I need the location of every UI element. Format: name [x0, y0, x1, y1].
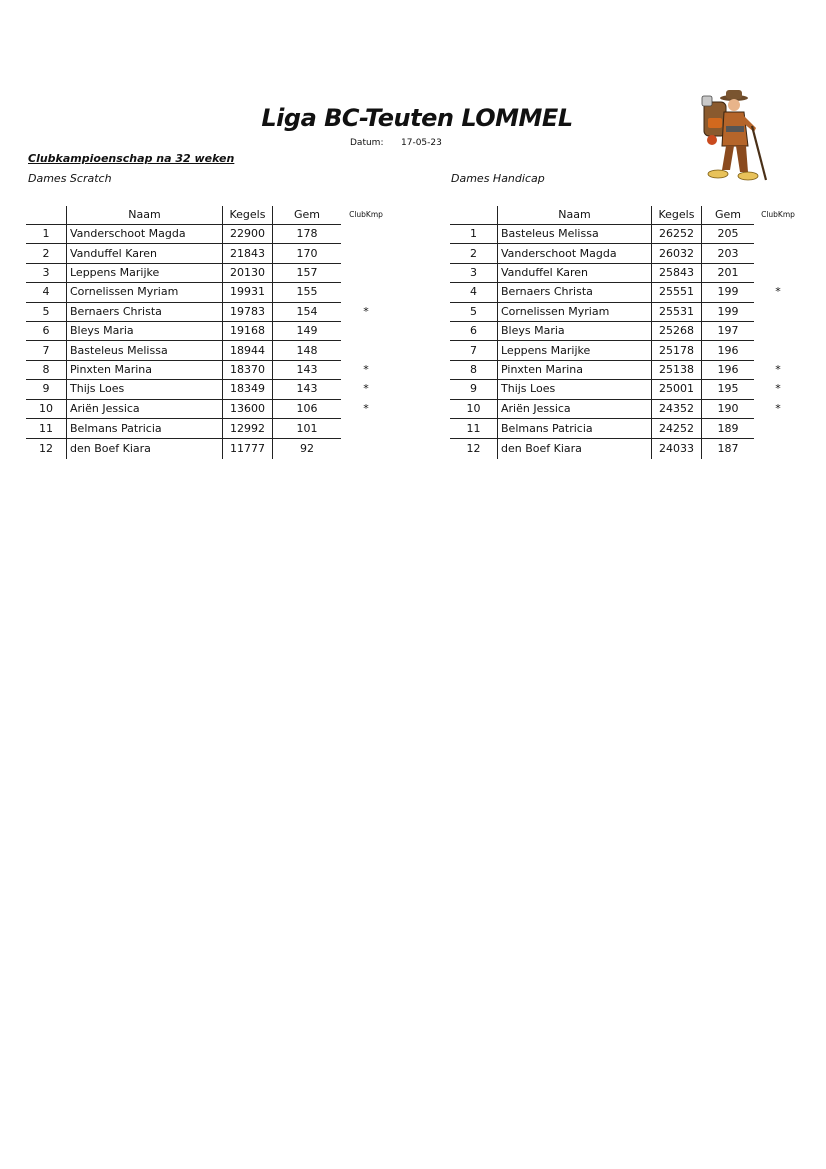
gem-cell: 197 — [702, 321, 755, 340]
clubkmp-cell: * — [363, 304, 369, 318]
clubkmp-cell: * — [363, 401, 369, 415]
clubkmp-cell: * — [363, 382, 369, 396]
gem-cell: 170 — [273, 244, 342, 263]
rank-column-header — [450, 206, 498, 225]
naam-cell: Bleys Maria — [498, 321, 652, 340]
table-row — [26, 439, 391, 459]
clubkmp-cell: * — [775, 382, 781, 396]
kegels-cell: 26252 — [652, 225, 702, 244]
table-row — [450, 263, 802, 282]
table-row — [450, 360, 802, 379]
gem-column-header: Gem — [702, 206, 755, 225]
rank-cell: 5 — [26, 302, 67, 321]
table-row — [26, 341, 391, 360]
naam-cell: Cornelissen Myriam — [498, 302, 652, 321]
naam-cell: Bleys Maria — [67, 321, 223, 340]
table-row — [26, 302, 391, 321]
rank-cell: 11 — [26, 418, 67, 439]
clubkmp-column-header: ClubKmp — [761, 210, 795, 220]
clubkmp-cell — [341, 225, 391, 244]
rank-cell: 4 — [450, 283, 498, 302]
rank-cell: 9 — [26, 380, 67, 399]
table-row — [450, 283, 802, 302]
rank-cell: 8 — [26, 360, 67, 379]
clubkmp-cell — [754, 225, 802, 244]
clubkmp-cell — [754, 418, 802, 439]
table-row — [26, 418, 391, 439]
gem-cell: 203 — [702, 244, 755, 263]
rank-cell: 2 — [450, 244, 498, 263]
table-row — [450, 244, 802, 263]
clubkmp-cell: * — [363, 362, 369, 376]
kegels-cell: 25268 — [652, 321, 702, 340]
table-row — [26, 244, 391, 263]
table-row — [26, 360, 391, 379]
rank-cell: 6 — [450, 321, 498, 340]
clubkmp-cell — [341, 263, 391, 282]
kegels-cell: 19931 — [223, 283, 273, 302]
rank-cell: 12 — [26, 439, 67, 459]
gem-cell: 205 — [702, 225, 755, 244]
page-title: Liga BC-Teuten LOMMEL — [261, 104, 573, 132]
naam-column-header: Naam — [67, 206, 223, 225]
clubkmp-cell: * — [775, 285, 781, 299]
naam-cell: Vanduffel Karen — [67, 244, 223, 263]
rank-cell: 10 — [26, 399, 67, 418]
rank-cell: 11 — [450, 418, 498, 439]
gem-cell: 143 — [273, 360, 342, 379]
naam-cell: Belmans Patricia — [498, 418, 652, 439]
table-header-row — [26, 206, 391, 225]
clubkmp-cell — [341, 283, 391, 302]
kegels-cell: 19783 — [223, 302, 273, 321]
kegels-cell: 19168 — [223, 321, 273, 340]
kegels-cell: 26032 — [652, 244, 702, 263]
table-row — [450, 321, 802, 340]
naam-cell: Vanderschoot Magda — [498, 244, 652, 263]
kegels-cell: 22900 — [223, 225, 273, 244]
naam-cell: Ariën Jessica — [67, 399, 223, 418]
kegels-cell: 25531 — [652, 302, 702, 321]
gem-cell: 195 — [702, 380, 755, 399]
table-row — [26, 399, 391, 418]
naam-cell: Bernaers Christa — [67, 302, 223, 321]
date-value: 17-05-23 — [401, 138, 442, 148]
rank-cell: 9 — [450, 380, 498, 399]
table-row — [450, 439, 802, 459]
rank-cell: 7 — [26, 341, 67, 360]
table-row — [26, 225, 391, 244]
naam-cell: Thijs Loes — [498, 380, 652, 399]
kegels-cell: 18944 — [223, 341, 273, 360]
naam-cell: Leppens Marijke — [498, 341, 652, 360]
clubkmp-cell — [754, 302, 802, 321]
gem-cell: 201 — [702, 263, 755, 282]
rank-cell: 6 — [26, 321, 67, 340]
kegels-cell: 25843 — [652, 263, 702, 282]
table-header-row — [450, 206, 802, 225]
gem-cell: 148 — [273, 341, 342, 360]
naam-cell: den Boef Kiara — [67, 439, 223, 459]
naam-cell: Belmans Patricia — [67, 418, 223, 439]
table-row — [450, 225, 802, 244]
gem-cell: 106 — [273, 399, 342, 418]
table-row — [26, 263, 391, 282]
kegels-cell: 25551 — [652, 283, 702, 302]
naam-cell: Ariën Jessica — [498, 399, 652, 418]
gem-cell: 92 — [300, 442, 314, 456]
kegels-cell: 18349 — [223, 380, 273, 399]
naam-cell: Vanduffel Karen — [498, 263, 652, 282]
gem-cell: 101 — [273, 418, 342, 439]
naam-cell: Vanderschoot Magda — [67, 225, 223, 244]
clubkmp-cell — [341, 244, 391, 263]
kegels-cell: 13600 — [223, 399, 273, 418]
naam-cell: Cornelissen Myriam — [67, 283, 223, 302]
table-row — [26, 321, 391, 340]
kegels-cell: 21843 — [223, 244, 273, 263]
clubkmp-cell — [754, 439, 802, 459]
rank-cell: 4 — [26, 283, 67, 302]
gem-cell: 199 — [702, 302, 755, 321]
naam-column-header: Naam — [498, 206, 652, 225]
gem-cell: 143 — [273, 380, 342, 399]
table-row — [450, 418, 802, 439]
gem-cell: 187 — [717, 442, 739, 456]
clubkmp-cell — [754, 341, 802, 360]
clubkmp-cell — [341, 341, 391, 360]
clubkmp-cell — [754, 244, 802, 263]
scratch-section-label: Dames Scratch — [28, 172, 112, 185]
gem-cell: 189 — [702, 418, 755, 439]
kegels-cell: 11777 — [223, 439, 273, 459]
kegels-cell: 18370 — [223, 360, 273, 379]
gem-cell: 196 — [702, 360, 755, 379]
kegels-cell: 24252 — [652, 418, 702, 439]
kegels-column-header: Kegels — [223, 206, 273, 225]
gem-cell: 199 — [702, 283, 755, 302]
naam-cell: Pinxten Marina — [67, 360, 223, 379]
rank-cell: 8 — [450, 360, 498, 379]
naam-cell: Thijs Loes — [67, 380, 223, 399]
subtitle: Clubkampioenschap na 32 weken — [28, 152, 235, 165]
clubkmp-cell — [341, 321, 391, 340]
gem-cell: 178 — [273, 225, 342, 244]
table-row — [26, 283, 391, 302]
rank-cell: 2 — [26, 244, 67, 263]
naam-cell: Basteleus Melissa — [67, 341, 223, 360]
gem-column-header: Gem — [273, 206, 342, 225]
kegels-cell: 20130 — [223, 263, 273, 282]
table-row — [450, 380, 802, 399]
rank-cell: 10 — [450, 399, 498, 418]
clubkmp-cell: * — [775, 362, 781, 376]
kegels-cell: 25138 — [652, 360, 702, 379]
kegels-cell: 24033 — [652, 439, 702, 459]
clubkmp-cell: * — [775, 401, 781, 415]
kegels-cell: 12992 — [223, 418, 273, 439]
kegels-cell: 25178 — [652, 341, 702, 360]
rank-cell: 5 — [450, 302, 498, 321]
table-row — [450, 399, 802, 418]
table-row — [26, 380, 391, 399]
handicap-section-label: Dames Handicap — [451, 172, 545, 185]
clubkmp-cell — [341, 439, 391, 459]
rank-cell: 3 — [26, 263, 67, 282]
date-label: Datum: — [350, 138, 384, 148]
handicap-ranking-table — [450, 206, 802, 459]
naam-cell: Basteleus Melissa — [498, 225, 652, 244]
rank-cell: 12 — [450, 439, 498, 459]
naam-cell: Leppens Marijke — [67, 263, 223, 282]
rank-cell: 3 — [450, 263, 498, 282]
rank-cell: 1 — [450, 225, 498, 244]
naam-cell: Bernaers Christa — [498, 283, 652, 302]
kegels-cell: 25001 — [652, 380, 702, 399]
clubkmp-cell — [754, 263, 802, 282]
gem-cell: 190 — [702, 399, 755, 418]
table-row — [450, 341, 802, 360]
gem-cell: 149 — [273, 321, 342, 340]
rank-cell: 1 — [26, 225, 67, 244]
kegels-cell: 24352 — [652, 399, 702, 418]
clubkmp-column-header: ClubKmp — [349, 210, 383, 220]
rank-cell: 7 — [450, 341, 498, 360]
scratch-ranking-table — [26, 206, 391, 459]
rank-column-header — [26, 206, 67, 225]
clubkmp-cell — [754, 321, 802, 340]
gem-cell: 154 — [273, 302, 342, 321]
kegels-column-header: Kegels — [652, 206, 702, 225]
table-row — [450, 302, 802, 321]
naam-cell: Pinxten Marina — [498, 360, 652, 379]
clubkmp-cell — [341, 418, 391, 439]
naam-cell: den Boef Kiara — [498, 439, 652, 459]
gem-cell: 155 — [273, 283, 342, 302]
gem-cell: 196 — [702, 341, 755, 360]
hiker-logo-icon — [690, 88, 772, 186]
gem-cell: 157 — [273, 263, 342, 282]
